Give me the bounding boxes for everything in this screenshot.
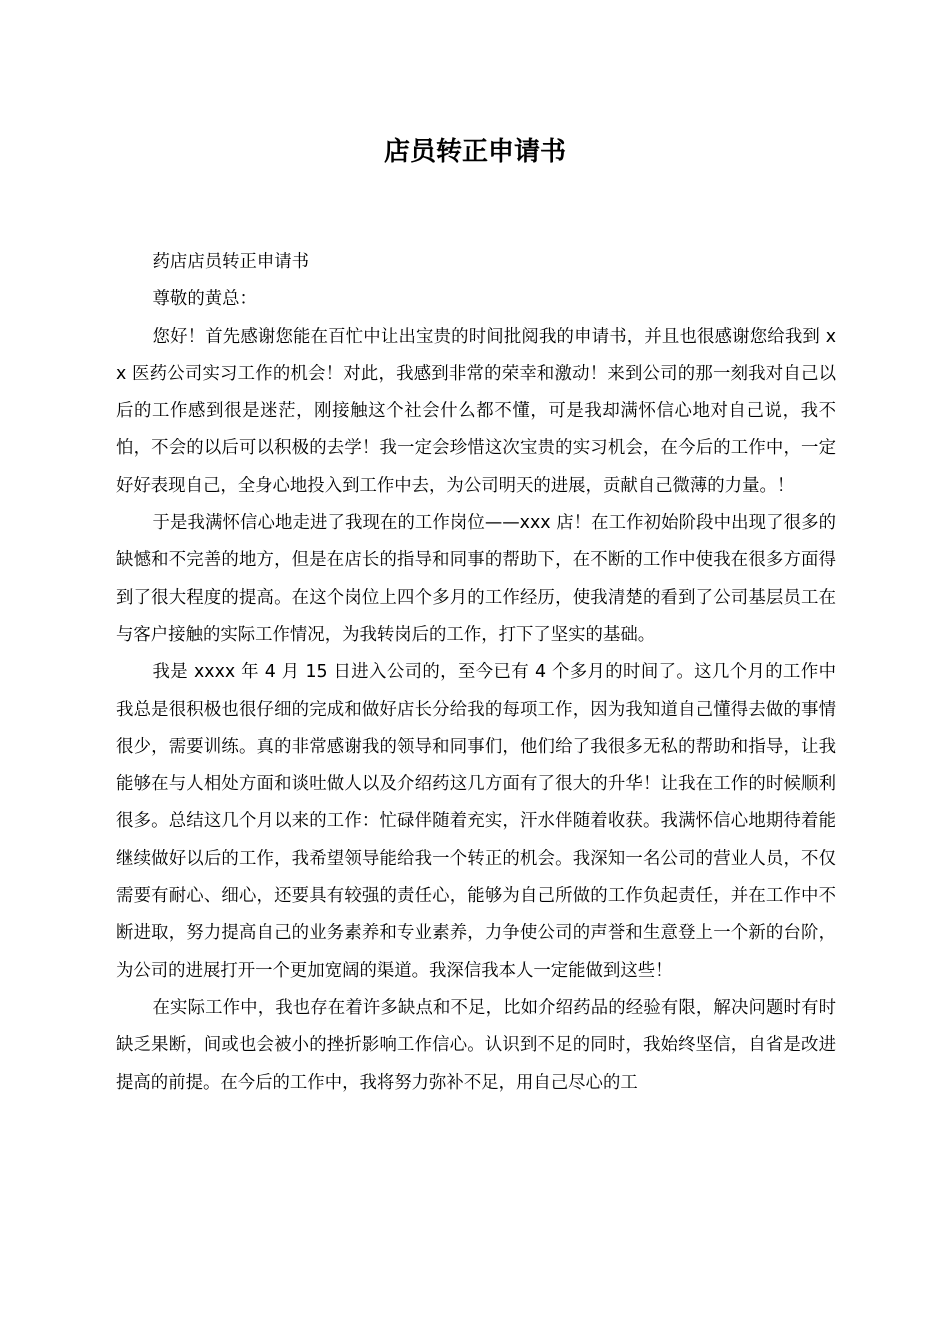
- document-body: [116, 244, 836, 1102]
- document-title: 店员转正申请书: [383, 137, 566, 167]
- body-paragraph: 于是我满怀信心地走进了我现在的工作岗位——xxx 店！在工作初始阶段中出现了很多的缺憾和不完善的地方，但是在店长的指导和同事的帮助下，在不断的工作中使我在很多方面得到了很大程度的提高。在这个岗位上四个多月的工作经历，使我清楚的看到了公司基层员工在与客户接触的实际工作情况，为我转岗后的工作，打下了坚实的基础。: [116, 513, 836, 645]
- body-paragraph: 在实际工作中，我也存在着许多缺点和不足，比如介绍药品的经验有限，解决问题时有时缺乏果断，间或也会被小的挫折影响工作信心。认识到不足的同时，我始终坚信，自省是改进提高的前提。在今后的工作中，我将努力弥补不足，用自己尽心的工: [116, 997, 836, 1093]
- body-paragraph-salutation: 尊敬的黄总：: [152, 289, 257, 310]
- body-paragraph: 您好！首先感谢您能在百忙中让出宝贵的时间批阅我的申请书，并且也很感谢您给我到 xx 医药公司实习工作的机会！对此，我感到非常的荣幸和激动！来到公司的那一刻我对自己以后的工作感到很是迷茫，刚接触这个社会什么都不懂，可是我却满怀信心地对自己说，我不怕，不会的以后可以积极的去学！我一定会珍惜这次宝贵的实习机会，在今后的工作中，一定好好表现自己，全身心地投入到工作中去，为公司明天的进展，贡献自己微薄的力量。！: [116, 326, 836, 496]
- body-paragraph: 我是 xxxx 年 4 月 15 日进入公司的，至今已有 4 个多月的时间了。这几个月的工作中我总是很积极也很仔细的完成和做好店长分给我的每项工作，因为我知道自己懂得去做的事情很少，需要训练。真的非常感谢我的领导和同事们，他们给了我很多无私的帮助和指导，让我能够在与人相处方面和谈吐做人以及介绍药这几方面有了很大的升华！让我在工作的时候顺利很多。总结这几个月以来的工作：忙碌伴随着充实，汗水伴随着收获。我满怀信心地期待着能继续做好以后的工作，我希望领导能给我一个转正的机会。我深知一名公司的营业人员，不仅需要有耐心、细心，还要具有较强的责任心，能够为自己所做的工作负起责任，并在工作中不断进取，努力提高自己的业务素养和专业素养，力争使公司的声誉和生意登上一个新的台阶，为公司的进展打开一个更加宽阔的渠道。我深信我本人一定能做到这些！: [116, 662, 836, 981]
- body-paragraph-subtitle: 药店店员转正申请书: [152, 252, 310, 272]
